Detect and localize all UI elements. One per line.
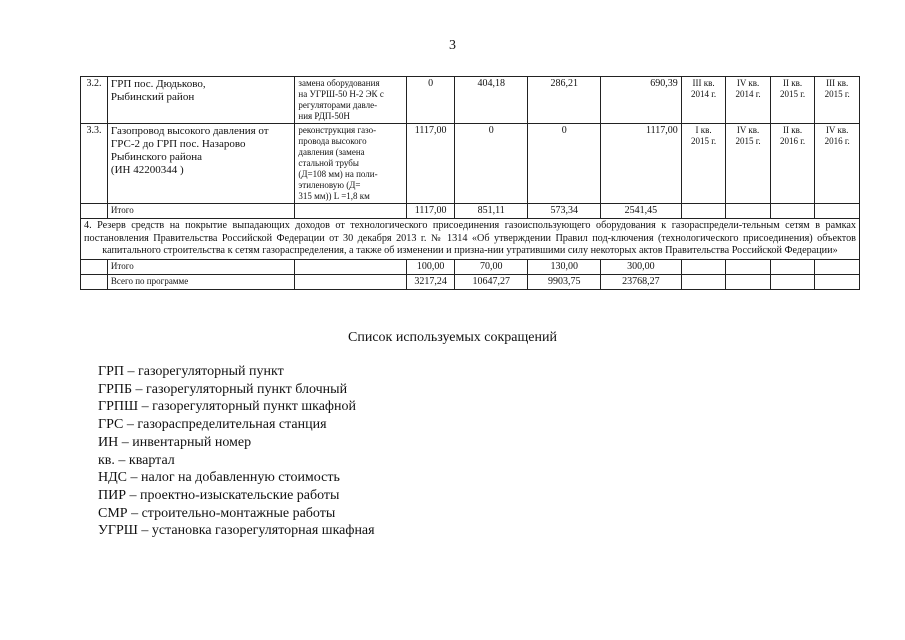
abbreviations-list xyxy=(98,363,375,540)
abbreviations-title: Список используемых сокращений xyxy=(348,330,557,345)
empty-cell xyxy=(81,274,108,289)
object-name xyxy=(107,77,294,124)
term-cell xyxy=(815,124,860,204)
object-name-line: ГРС-2 до ГРП пос. Назарово xyxy=(110,138,246,150)
value-cell: 300,00 xyxy=(600,259,681,274)
value-cell: 404,18 xyxy=(454,77,528,124)
total-label: Итого xyxy=(107,204,294,219)
abbreviation-item: ИН – инвентарный номер xyxy=(98,434,252,450)
value-cell: 573,34 xyxy=(528,204,601,219)
grand-total-row xyxy=(81,274,860,289)
abbreviation-item: ГРС – газораспределительная станция xyxy=(98,417,327,433)
work-description-line: (Д=108 мм) на поли- xyxy=(298,169,378,179)
empty-cell xyxy=(770,204,815,219)
term-cell-line: III кв. xyxy=(826,78,849,88)
empty-cell xyxy=(815,259,860,274)
term-cell xyxy=(726,77,771,124)
value-cell: 1117,00 xyxy=(600,124,681,204)
term-cell-line: 2015 г. xyxy=(690,136,717,146)
value-cell: 130,00 xyxy=(528,259,601,274)
object-name-line: (ИН 42200344 ) xyxy=(110,164,184,176)
row-number: 3.3. xyxy=(81,124,108,204)
term-cell-line: IV кв. xyxy=(825,125,849,135)
value-cell: 70,00 xyxy=(454,259,528,274)
abbreviation-item: ГРП – газорегуляторный пункт xyxy=(98,364,284,379)
object-name-line: Газопровод высокого давления от xyxy=(110,125,269,137)
total-row xyxy=(81,259,860,274)
work-description-line: 315 мм)) L =1,8 км xyxy=(298,191,370,201)
term-cell xyxy=(770,77,815,124)
term-cell-line: III кв. xyxy=(692,78,715,88)
section-4-text: 4. Резерв средств на покрытие выпадающих доходов от технологического присоединения газоиспользующего оборудования к газораспредели-тельным сетям в рамках постановления Правительства Российской Федерации от 30 декабря 2013 г. № 1314 «Об утверждении Правил под-ключения (технологического присоединения) объектов капитального строительства к сетям газораспределения, а также об изменении и призна-нии утратившими силу некоторых актов Правительства Российской Федерации» xyxy=(81,219,860,260)
total-label: Всего по программе xyxy=(107,274,294,289)
value-cell: 851,11 xyxy=(454,204,528,219)
empty-cell xyxy=(681,259,726,274)
object-name-line: ГРП пос. Дюдьково, xyxy=(110,78,206,90)
value-cell: 100,00 xyxy=(407,259,455,274)
term-cell-line: IV кв. xyxy=(736,78,760,88)
value-cell: 1117,00 xyxy=(407,204,455,219)
empty-cell xyxy=(726,204,771,219)
value-cell: 0 xyxy=(454,124,528,204)
row-number: 3.2. xyxy=(81,77,108,124)
work-description-line: провода высокого xyxy=(298,136,367,146)
object-name xyxy=(107,124,294,204)
abbreviation-item: УГРШ – установка газорегуляторная шкафная xyxy=(98,523,375,539)
work-description-line: на УГРШ-50 Н-2 ЭК с xyxy=(298,89,384,99)
value-cell: 9903,75 xyxy=(528,274,601,289)
term-cell-line: 2015 г. xyxy=(824,89,850,99)
term-cell-line: IV кв. xyxy=(736,125,760,135)
term-cell xyxy=(681,77,726,124)
empty-cell xyxy=(81,259,108,274)
total-label: Итого xyxy=(107,259,294,274)
work-description-line: регуляторами давле- xyxy=(298,100,378,110)
value-cell: 10647,27 xyxy=(454,274,528,289)
work-description-line: стальной трубы xyxy=(298,158,359,168)
abbreviation-item: ПИР – проектно-изыскательские работы xyxy=(98,487,340,503)
value-cell: 0 xyxy=(528,124,601,204)
value-cell: 23768,27 xyxy=(600,274,681,289)
value-cell: 1117,00 xyxy=(407,124,455,204)
term-cell-line: 2016 г. xyxy=(824,136,850,146)
empty-cell xyxy=(81,204,108,219)
table-row xyxy=(81,77,860,124)
term-cell xyxy=(681,124,726,204)
empty-cell xyxy=(295,274,407,289)
value-cell: 690,39 xyxy=(600,77,681,124)
term-cell-line: I кв. xyxy=(695,125,712,135)
term-cell xyxy=(815,77,860,124)
abbreviation-item: ГРПБ – газорегуляторный пункт блочный xyxy=(98,381,348,397)
term-cell-line: 2016 г. xyxy=(780,136,806,146)
empty-cell xyxy=(770,259,815,274)
empty-cell xyxy=(770,274,815,289)
term-cell-line: 2015 г. xyxy=(780,89,806,99)
empty-cell xyxy=(726,259,771,274)
program-table xyxy=(80,76,860,290)
work-description xyxy=(295,124,407,204)
work-description-line: реконструкция газо- xyxy=(298,125,377,135)
empty-cell xyxy=(815,204,860,219)
term-cell-line: II кв. xyxy=(783,125,803,135)
work-description-line: давления (замена xyxy=(298,147,365,157)
work-description-line: замена оборудования xyxy=(298,78,380,88)
page-number: 3 xyxy=(449,38,456,53)
object-name-line: Рыбинский район xyxy=(110,91,195,103)
term-cell-line: 2015 г. xyxy=(735,136,761,146)
work-description xyxy=(295,77,407,124)
empty-cell xyxy=(295,259,407,274)
value-cell: 0 xyxy=(407,77,455,124)
empty-cell xyxy=(681,274,726,289)
abbreviation-item: СМР – строительно-монтажные работы xyxy=(98,505,336,521)
table-body xyxy=(81,77,860,290)
table-row xyxy=(81,124,860,204)
term-cell-line: 2014 г. xyxy=(735,89,761,99)
value-cell: 2541,45 xyxy=(600,204,681,219)
value-cell: 3217,24 xyxy=(407,274,455,289)
total-row xyxy=(81,204,860,219)
term-cell xyxy=(726,124,771,204)
empty-cell xyxy=(726,274,771,289)
term-cell xyxy=(770,124,815,204)
empty-cell xyxy=(681,204,726,219)
empty-cell xyxy=(295,204,407,219)
empty-cell xyxy=(815,274,860,289)
term-cell-line: 2014 г. xyxy=(690,89,717,99)
section-4-row xyxy=(81,219,860,260)
abbreviation-item: ГРПШ – газорегуляторный пункт шкафной xyxy=(98,399,356,415)
abbreviation-item: кв. – квартал xyxy=(98,452,175,468)
value-cell: 286,21 xyxy=(528,77,601,124)
abbreviation-item: НДС – налог на добавленную стоимость xyxy=(98,470,340,486)
term-cell-line: II кв. xyxy=(783,78,803,88)
object-name-line: Рыбинского района xyxy=(110,151,202,163)
work-description-line: этиленовую (Д= xyxy=(298,180,361,190)
work-description-line: ния РДП-50Н xyxy=(298,111,350,121)
